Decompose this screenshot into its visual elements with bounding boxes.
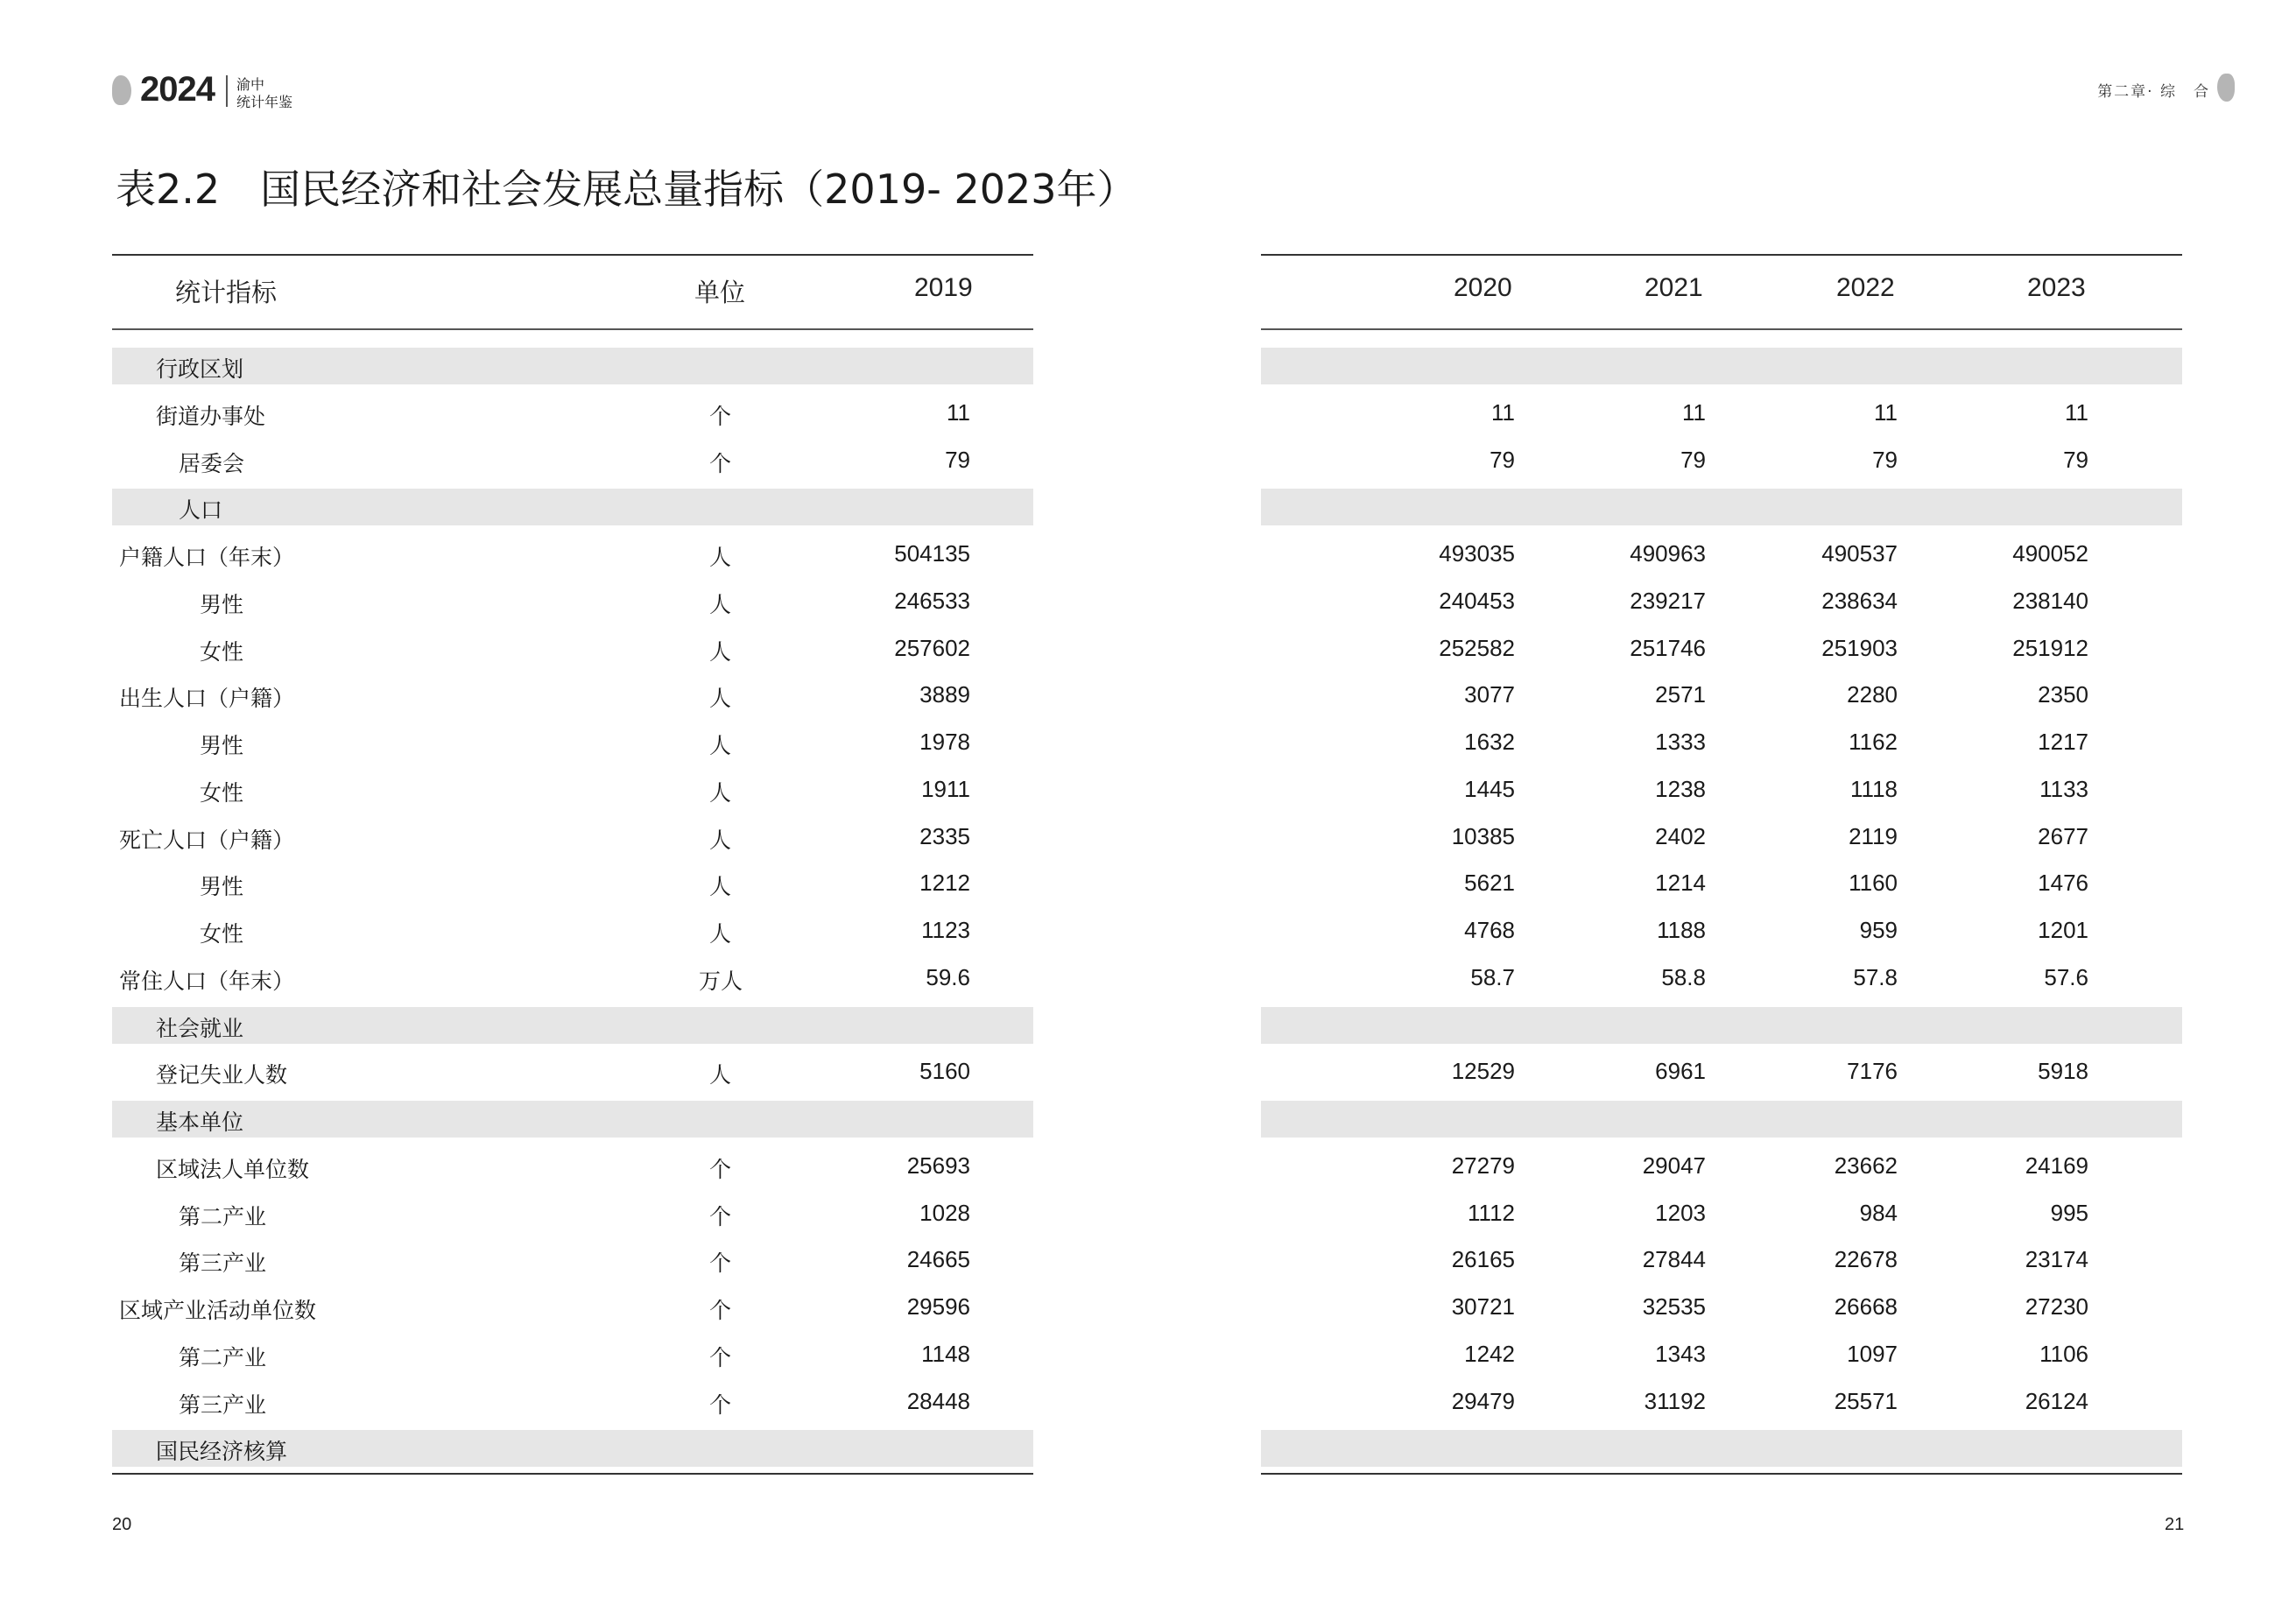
value-2019: 79 (945, 447, 970, 473)
value-2022: 11 (1874, 399, 1898, 426)
table-row (1261, 677, 2182, 714)
value-2019: 25693 (906, 1152, 970, 1179)
section-label: 国民经济核算 (156, 1439, 288, 1464)
value-2023: 2677 (2038, 823, 2088, 849)
value-2023: 238140 (2012, 588, 2088, 614)
logo-line1: 渝中 (236, 76, 265, 93)
indicator-label: 第二产业 (179, 1204, 267, 1229)
value-2019: 3889 (919, 681, 970, 708)
value-2020: 12529 (1451, 1058, 1515, 1084)
header-rule (1261, 328, 2182, 330)
value-2020: 493035 (1439, 540, 1515, 567)
top-rule (1261, 254, 2182, 256)
value-2021: 31192 (1644, 1388, 1706, 1414)
value-2023: 24169 (2025, 1152, 2088, 1179)
value-2023: 27230 (2025, 1293, 2088, 1320)
table-row: 居委会 个 79 (179, 447, 970, 476)
section-row (112, 1007, 1033, 1044)
section-row (112, 489, 1033, 525)
table-row (1261, 724, 2182, 761)
value-2022: 490537 (1821, 540, 1898, 567)
value-2022: 2280 (1847, 681, 1898, 708)
table-row (1261, 819, 2182, 856)
value-2019: 1978 (919, 729, 970, 755)
value-2020: 29479 (1451, 1388, 1515, 1414)
value-2022: 22678 (1834, 1246, 1898, 1272)
table-row: 女性 人 1911 (200, 776, 970, 806)
value-2022: 959 (1859, 917, 1898, 943)
table-row: 街道办事处 个 11 (156, 399, 970, 429)
value-2021: 1203 (1655, 1200, 1706, 1226)
header-year-2023: 2023 (2027, 273, 2086, 302)
value-2021: 32535 (1642, 1293, 1706, 1320)
chapter-heading (2097, 79, 2235, 101)
value-2019: 246533 (894, 588, 970, 614)
table-row: 第二产业 个 1148 (179, 1341, 970, 1370)
value-2019: 11 (947, 399, 970, 426)
value-2022: 23662 (1834, 1152, 1898, 1179)
table-row (1261, 865, 2182, 902)
right-page-table (1261, 254, 2182, 1475)
header-year-2022: 2022 (1836, 273, 1895, 302)
table-row: 区域产业活动单位数 个 29596 (119, 1293, 970, 1323)
value-2022: 2119 (1849, 823, 1898, 849)
value-2022: 1160 (1849, 870, 1898, 896)
value-2021: 1214 (1655, 870, 1706, 896)
value-2023: 1106 (2039, 1341, 2088, 1367)
value-2019: 1911 (921, 776, 970, 802)
table-row (1261, 1053, 2182, 1090)
table-row: 男性 人 1212 (200, 870, 970, 899)
page-number-left: 20 (112, 1515, 132, 1534)
table-row (1261, 1242, 2182, 1278)
table-row: 女性 人 1123 (200, 917, 970, 947)
value-2020: 10385 (1451, 823, 1515, 849)
value-2019: 59.6 (926, 964, 970, 990)
bottom-rule (112, 1473, 1033, 1475)
value-2021: 6961 (1655, 1058, 1706, 1084)
value-2023: 1217 (2038, 729, 2088, 755)
table-row (1261, 536, 2182, 573)
value-2020: 5621 (1464, 870, 1515, 896)
table-row (1261, 395, 2182, 432)
table-row (1261, 442, 2182, 479)
value-2019: 24665 (906, 1246, 970, 1272)
value-2020: 252582 (1439, 635, 1515, 661)
indicator-label: 第二产业 (179, 1345, 267, 1370)
indicator-label: 第三产业 (179, 1392, 267, 1418)
table-row: 户籍人口（年末） 人 504135 (119, 540, 970, 570)
bottom-rule (1261, 1473, 2182, 1475)
section-label: 基本单位 (156, 1109, 244, 1135)
value-2021: 490963 (1630, 540, 1706, 567)
value-2021: 79 (1680, 447, 1706, 473)
value-2023: 11 (2065, 399, 2088, 426)
indicator-label: 街道办事处 (156, 404, 266, 429)
value-2023: 1133 (2039, 776, 2088, 802)
indicator-label: 女性 (200, 921, 244, 947)
section-row (1261, 489, 2182, 525)
value-2020: 4768 (1464, 917, 1515, 943)
table-row (1261, 1148, 2182, 1185)
table-row (1261, 912, 2182, 949)
table-row: 男性 人 1978 (200, 729, 970, 758)
value-2019: 1028 (919, 1200, 970, 1226)
table-row: 区域法人单位数 个 25693 (156, 1152, 970, 1182)
value-2021: 1238 (1655, 776, 1706, 802)
section-label: 行政区划 (156, 356, 244, 382)
section-row (112, 1430, 1033, 1467)
value-2023: 490052 (2012, 540, 2088, 567)
page-number-right: 21 (2165, 1515, 2185, 1534)
value-2021: 1188 (1657, 917, 1706, 943)
value-2021: 251746 (1630, 635, 1706, 661)
value-2020: 3077 (1464, 681, 1515, 708)
table-title: 表2.2 国民经济和社会发展总量指标（2019- 2023年） (116, 166, 1137, 213)
indicator-label: 男性 (200, 733, 244, 758)
value-2022: 1162 (1849, 729, 1898, 755)
value-2023: 23174 (2025, 1246, 2088, 1272)
value-2021: 1333 (1655, 729, 1706, 755)
indicator-label: 男性 (200, 874, 244, 899)
header-unit: 单位 (694, 278, 746, 307)
top-rule (112, 254, 1033, 256)
table-row: 第三产业 个 28448 (179, 1388, 970, 1418)
value-2021: 2402 (1655, 823, 1706, 849)
table-row: 女性 人 257602 (200, 635, 970, 665)
value-2021: 27844 (1642, 1246, 1706, 1272)
header-year-2020: 2020 (1454, 273, 1512, 302)
value-2022: 26668 (1834, 1293, 1898, 1320)
seal-icon (2217, 74, 2235, 102)
value-2023: 251912 (2012, 635, 2088, 661)
value-2020: 240453 (1439, 588, 1515, 614)
value-2019: 2335 (919, 823, 970, 849)
header-year-2019: 2019 (914, 273, 973, 302)
table-row (1261, 630, 2182, 667)
header-rule (112, 328, 1033, 330)
value-2022: 25571 (1834, 1388, 1898, 1414)
value-2021: 239217 (1630, 588, 1706, 614)
value-2022: 7176 (1847, 1058, 1898, 1084)
value-2022: 251903 (1821, 635, 1898, 661)
section-row (1261, 1101, 2182, 1138)
section-row (112, 348, 1033, 384)
value-2019: 257602 (894, 635, 970, 661)
value-2019: 1212 (919, 870, 970, 896)
section-row (1261, 348, 2182, 384)
indicator-label: 居委会 (179, 451, 245, 476)
value-2019: 504135 (894, 540, 970, 567)
value-2022: 1097 (1847, 1341, 1898, 1367)
value-2021: 29047 (1642, 1152, 1706, 1179)
table-row: 男性 人 246533 (200, 588, 970, 617)
logo-line2: 统计年鉴 (236, 94, 293, 110)
section-label: 人口 (179, 497, 223, 523)
table-row (1261, 960, 2182, 997)
value-2023: 1201 (2038, 917, 2088, 943)
indicator-label: 登记失业人数 (156, 1062, 288, 1088)
section-row (1261, 1430, 2182, 1467)
indicator-label: 常住人口（年末） (119, 969, 295, 994)
value-2019: 29596 (906, 1293, 970, 1320)
table-row (1261, 1336, 2182, 1373)
value-2020: 27279 (1451, 1152, 1515, 1179)
value-2023: 79 (2063, 447, 2088, 473)
section-row (1261, 1007, 2182, 1044)
section-row (112, 1101, 1033, 1138)
value-2021: 58.8 (1661, 964, 1706, 990)
indicator-label: 区域产业活动单位数 (119, 1298, 317, 1323)
value-2020: 1242 (1464, 1341, 1515, 1367)
value-2023: 5918 (2038, 1058, 2088, 1084)
value-2023: 26124 (2025, 1388, 2088, 1414)
indicator-label: 区域法人单位数 (156, 1157, 310, 1182)
value-2020: 58.7 (1470, 964, 1515, 990)
header-indicator: 统计指标 (175, 278, 278, 307)
value-2023: 57.6 (2044, 964, 2088, 990)
value-2020: 30721 (1451, 1293, 1515, 1320)
header-year-2021: 2021 (1645, 273, 1703, 302)
indicator-label: 男性 (200, 592, 244, 617)
value-2019: 5160 (919, 1058, 970, 1084)
value-2023: 1476 (2038, 870, 2088, 896)
table-row: 死亡人口（户籍） 人 2335 (119, 823, 970, 853)
left-page-table (112, 254, 1033, 1475)
value-2020: 26165 (1451, 1246, 1515, 1272)
table-row: 第三产业 个 24665 (179, 1246, 970, 1276)
table-row: 出生人口（户籍） 人 3889 (119, 681, 970, 711)
table-row: 常住人口（年末） 万人 59.6 (119, 964, 970, 994)
value-2019: 1148 (921, 1341, 970, 1367)
value-2022: 238634 (1821, 588, 1898, 614)
value-2021: 1343 (1655, 1341, 1706, 1367)
value-2019: 1123 (921, 917, 970, 943)
indicator-label: 死亡人口（户籍） (119, 828, 295, 853)
indicator-label: 第三产业 (179, 1250, 267, 1276)
value-2020: 1445 (1464, 776, 1515, 802)
indicator-label: 户籍人口（年末） (119, 545, 295, 570)
table-row (1261, 1384, 2182, 1420)
indicator-label: 女性 (200, 780, 244, 806)
value-2023: 995 (2050, 1200, 2088, 1226)
value-2020: 11 (1491, 399, 1515, 426)
value-2020: 1632 (1464, 729, 1515, 755)
table-row: 第二产业 个 1028 (179, 1200, 970, 1229)
value-2020: 1112 (1468, 1200, 1515, 1226)
value-2021: 11 (1682, 399, 1706, 426)
value-2022: 1118 (1850, 776, 1898, 802)
chapter-label: 第二章· 综 合 (2097, 83, 2210, 101)
logo-year: 2024 (140, 70, 215, 109)
table-row (1261, 1195, 2182, 1232)
table-row (1261, 771, 2182, 808)
table-row (1261, 1289, 2182, 1326)
table-row: 登记失业人数 人 5160 (156, 1058, 970, 1088)
value-2023: 2350 (2038, 681, 2088, 708)
value-2022: 79 (1872, 447, 1898, 473)
seal-icon (112, 75, 131, 105)
value-2022: 984 (1859, 1200, 1898, 1226)
value-2020: 79 (1490, 447, 1515, 473)
value-2022: 57.8 (1853, 964, 1898, 990)
indicator-label: 女性 (200, 639, 244, 665)
value-2019: 28448 (906, 1388, 970, 1414)
indicator-label: 出生人口（户籍） (119, 686, 295, 711)
table-row (1261, 583, 2182, 620)
value-2021: 2571 (1655, 681, 1706, 708)
logo-divider (226, 75, 228, 107)
section-label: 社会就业 (156, 1016, 244, 1041)
